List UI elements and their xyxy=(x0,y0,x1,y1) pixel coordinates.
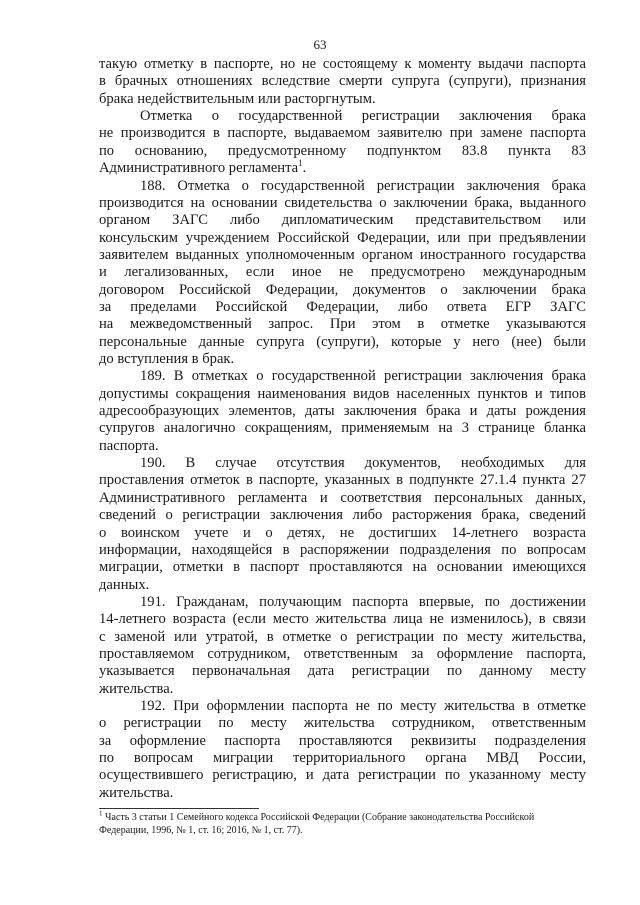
text-line: в брачных отношениях вследствие смерти супруга (супруги), признания xyxy=(99,73,586,90)
footnote-text: Часть 3 статьи 1 Семейного кодекса Российской Федерации (Собрание законодательства Российской xyxy=(105,812,535,824)
text-line: о регистрации по месту жительства сотрудником, ответственным xyxy=(99,715,586,732)
text-line: адресообразующих элементов, даты заключения брака и даты рождения xyxy=(99,403,586,419)
text-line: на межведомственный запрос. При этом в отметке указываются xyxy=(99,316,586,333)
text-line: за пределами Российской Федерации, либо ответа ЕГР ЗАГС xyxy=(99,298,586,315)
text-line: такую отметку в паспорте, но не состоящему к моменту выдачи паспорта xyxy=(99,56,586,72)
text-line: проставления отметок в паспорте, указанных в подпункте 27.1.4 пункта 27 xyxy=(99,472,586,489)
text-line: 190. В случае отсутствия документов, необходимых для xyxy=(140,455,586,472)
text-line: допустимы сокращения наименования видов населенных пунктов и типов xyxy=(99,385,586,402)
text-line: персональные данные супруга (супруги), которые у него (нее) были xyxy=(99,333,586,350)
text-line: не производится в паспорте, выдаваемом заявителю при замене паспорта xyxy=(99,125,586,142)
text-line: с заменой или утратой, в отметке о регистрации по месту жительства, xyxy=(99,628,586,645)
text-line: 188. Отметка о государственной регистрации заключения брака xyxy=(140,177,586,194)
text-line: указывается первоначальная дата регистрации по данному месту xyxy=(99,663,586,680)
text-line: по вопросам миграции территориального органа МВД России, xyxy=(99,750,586,766)
text-line: заявителем выданных уполномоченным органом иностранного государства xyxy=(99,246,586,263)
text-line: 192. При оформлении паспорта не по месту жительства в отметке xyxy=(140,698,586,714)
text-line: 191. Гражданам, получающим паспорта впервые, по достижении xyxy=(140,593,586,610)
footnote-ref: 1 xyxy=(298,158,303,169)
text-line: паспорта. xyxy=(99,437,159,454)
text-line: супругов аналогично сокращениям, применяемым на 3 странице бланка xyxy=(99,420,586,437)
text-line: информации, находящейся в распоряжении подразделения по вопросам xyxy=(99,541,586,558)
text-line: сведений о регистрации заключения либо расторжения брака, сведений xyxy=(99,507,586,524)
text-line: 14-летнего возраста (если место жительства лица не изменилось), в связи xyxy=(99,611,586,628)
text-line: осуществившего регистрацию, и дата регистрации по указанному месту xyxy=(99,767,586,784)
text-line: проставляемом сотрудником, ответственным за оформление паспорта, xyxy=(99,645,586,662)
text-line: Административного регламента и соответствия персональных данных, xyxy=(99,489,586,506)
text-line: жительства. xyxy=(99,680,174,697)
footnote-text-2: Федерации, 1996, № 1, ст. 16; 2016, № 1, ст. 77). xyxy=(99,825,303,837)
footnote-divider xyxy=(99,808,259,809)
text-line: 189. В отметках о государственной регистрации заключения брака xyxy=(140,368,586,385)
text-line: за оформление паспорта проставляются реквизиты подразделения xyxy=(99,732,586,749)
text-line: брака недействительным или расторгнутым. xyxy=(99,90,376,107)
footnote-marker: 1 xyxy=(99,809,103,818)
text-line: данных. xyxy=(99,576,150,593)
line-text: Административного регламента xyxy=(99,160,299,177)
footnote-line xyxy=(99,811,586,837)
text-line: жительства. xyxy=(99,784,174,801)
text-line: консульским учреждением Российской Федерации, или при предъявлении xyxy=(99,229,586,246)
text-line: Отметка о государственной регистрации заключения брака xyxy=(140,108,586,125)
text-line: договором Российской Федерации, документов о заключении брака xyxy=(99,281,586,298)
text-line: и легализованных, если иное не предусмотрено международным xyxy=(99,264,586,281)
page-number: 63 xyxy=(313,37,327,52)
text-line: до вступления в брак. xyxy=(99,351,235,367)
text-line: миграции, отметки в паспорт проставляются на основании имеющихся xyxy=(99,559,586,576)
text-line: о воинском учете и о детях, не достигших 14-летнего возраста xyxy=(99,524,586,541)
text-line: органом ЗАГС либо дипломатическим представительством или xyxy=(99,212,586,229)
text-line: производится на основании свидетельства о заключении брака, выданного xyxy=(99,194,586,211)
text-line: по основанию, предусмотренному подпунктом 83.8 пункта 83 xyxy=(99,142,586,159)
text-line: Административного регламента$^1$. xyxy=(99,158,307,177)
